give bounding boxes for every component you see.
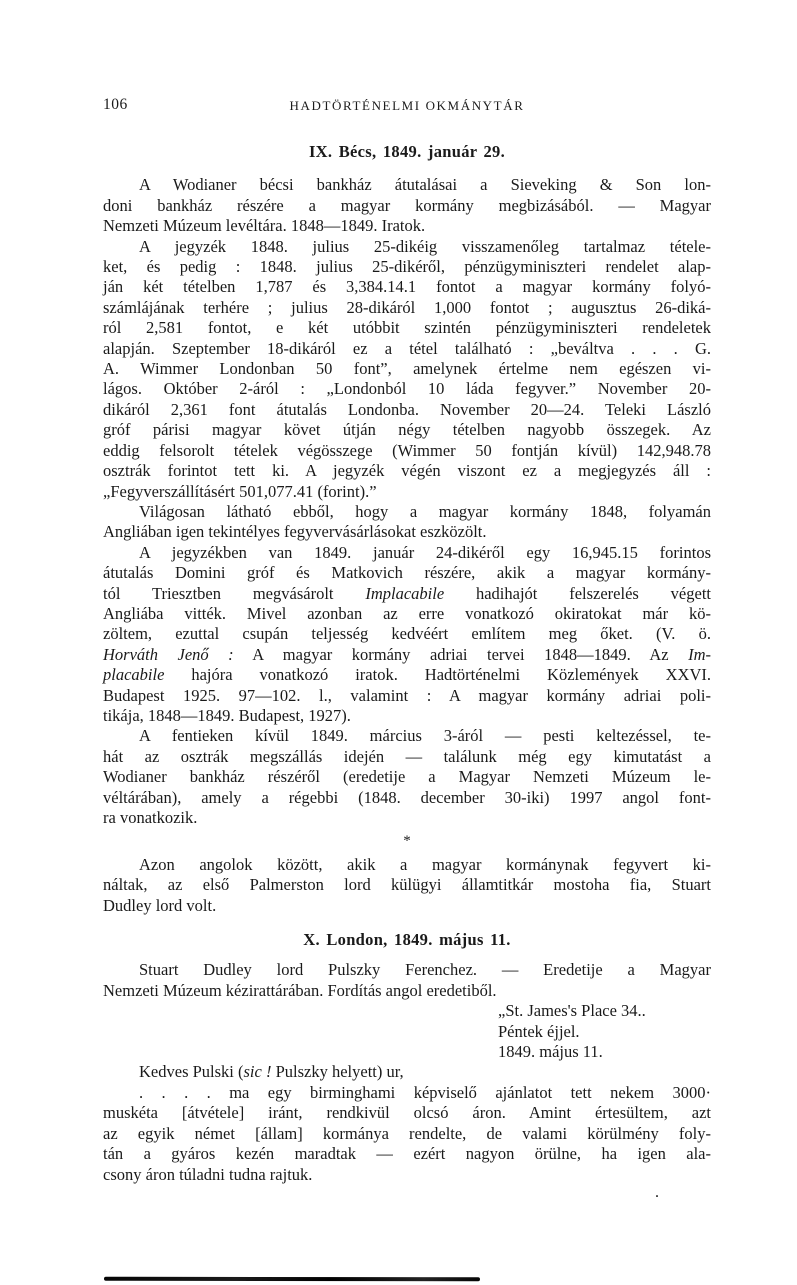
text-line: A Wodianer bécsi bankház átutalásai a Sieveking & Son lon- bbox=[139, 175, 711, 195]
text-line: Dudley lord volt. bbox=[103, 895, 217, 915]
letterhead-line: „St. James's Place 34.. bbox=[498, 1001, 646, 1021]
section-heading: IX. Bécs, 1849. január 29. bbox=[308, 142, 506, 161]
text-line: tán a gyáros kezén maradtak — ezért nagyon örülne, ha igen ala- bbox=[103, 1144, 711, 1164]
text-line: Stuart Dudley lord Pulszky Ferenchez. — Eredetije a Magyar bbox=[139, 960, 711, 980]
text-line: Kedves Pulski (sic ! Pulszky helyett) ur, bbox=[139, 1062, 404, 1082]
text-line: muskéta [átvétele] iránt, rendkivül olcsó áron. Amint értesültem, azt bbox=[103, 1103, 711, 1123]
text-line: Wodianer bankház részéről (eredetije a Magyar Nemzeti Múzeum le- bbox=[103, 767, 711, 787]
text-line: ket, és pedig : 1848. julius 25-dikéről, pénzügyminiszteri rendelet alap- bbox=[103, 257, 711, 277]
text-line: zöltem, ezuttal csupán teljesség kedvéért említem meg őket. (V. ö. bbox=[103, 624, 711, 644]
text-line: tól Triesztben megvásárolt Implacabile hadihajót felszerelés végett bbox=[103, 583, 711, 603]
page-number: 106 bbox=[103, 96, 128, 113]
letterhead-line: 1849. május 11. bbox=[498, 1042, 603, 1062]
page-body bbox=[103, 142, 711, 1185]
text-line: tikája, 1848—1849. Budapest, 1927). bbox=[103, 705, 351, 725]
scan-streak-artifact bbox=[104, 1277, 480, 1282]
text-line: Angliába vitték. Mivel azonban az erre vonatkozó okiratokat már kö- bbox=[103, 603, 711, 623]
text-line: A jegyzékben van 1849. január 24-dikéről egy 16,945.15 forintos bbox=[139, 542, 711, 562]
text-line: Nemzeti Múzeum kézirattárában. Fordítás angol eredetiből. bbox=[103, 980, 497, 1000]
running-title: HADTÖRTÉNELMI OKMÁNYTÁR bbox=[289, 98, 525, 113]
text-line: hát az osztrák megszállás idején — találunk még egy kimutatást a bbox=[103, 746, 711, 766]
text-line: náltak, az első Palmerston lord külügyi államtitkár mostoha fia, Stuart bbox=[103, 875, 711, 895]
text-line: Világosan látható ebből, hogy a magyar kormány 1848, folyamán bbox=[139, 501, 711, 521]
text-line: véltárában), amely a régebbi (1848. december 30-iki) 1997 angol font- bbox=[103, 787, 711, 807]
text-line: doni bankház részére a magyar kormány megbizásából. — Magyar bbox=[103, 195, 711, 215]
text-line: Angliában igen tekintélyes fegyvervásárlásokat eszközölt. bbox=[103, 522, 487, 542]
text-line: eddig felsorolt tételek végösszege (Wimmer 50 fontján kívül) 142,948.78 bbox=[103, 440, 711, 460]
text-line: Horváth Jenő : A magyar kormány adriai tervei 1848—1849. Az Im- bbox=[103, 644, 711, 664]
text-line: számlájának terhére ; julius 28-dikáról 1,000 fontot ; augusztus 26-diká- bbox=[103, 297, 711, 317]
text-line: az egyik német [állam] kormánya rendelte, de valami körülmény foly- bbox=[103, 1123, 711, 1143]
letterhead-line: Péntek éjjel. bbox=[498, 1021, 580, 1041]
text-line: placabile hajóra vonatkozó iratok. Hadtörténelmi Közlemények XXVI. bbox=[103, 665, 711, 685]
stray-dot-artifact: . bbox=[655, 1184, 659, 1201]
section-heading: X. London, 1849. május 11. bbox=[303, 930, 511, 950]
text-line: gróf párisi magyar követ útján négy tételben nagyobb összegek. Az bbox=[103, 420, 711, 440]
text-line: Budapest 1925. 97—102. l., valamint : A magyar kormány adriai poli- bbox=[103, 685, 711, 705]
text-line: „Fegyverszállításért 501,077.41 (forint).” bbox=[103, 481, 377, 501]
text-line: csony áron túladni tudna rajtuk. bbox=[103, 1164, 313, 1184]
text-line: dikáról 2,361 font átutalás Londonba. November 20—24. Teleki László bbox=[103, 399, 711, 419]
text-line: . . . . ma egy birminghami képviselő ajánlatot tett nekem 3000· bbox=[139, 1082, 711, 1102]
text-line: A. Wimmer Londonban 50 font”, amelynek értelme nem egészen vi- bbox=[103, 359, 711, 379]
separator-asterisk: * bbox=[403, 833, 411, 850]
text-line: Nemzeti Múzeum levéltára. 1848—1849. Iratok. bbox=[103, 216, 426, 236]
text-line: Azon angolok között, akik a magyar kormánynak fegyvert ki- bbox=[139, 854, 711, 874]
page-header bbox=[103, 0, 711, 116]
text-line: osztrák forintot tett ki. A jegyzék végén viszont ez a megjegyzés áll : bbox=[103, 461, 711, 481]
text-line: lágos. Október 2-áról : „Londonból 10 láda fegyver.” November 20- bbox=[103, 379, 711, 399]
text-line: átutalás Domini gróf és Matkovich részére, akik a magyar kormány- bbox=[103, 563, 711, 583]
text-line: A fentieken kívül 1849. március 3-áról — pesti keltezéssel, te- bbox=[139, 726, 711, 746]
text-line: alapján. Szeptember 18-dikáról ez a tétel található : „beváltva . . . G. bbox=[103, 338, 711, 358]
text-line: ján két tételben 1,787 és 3,384.14.1 fontot a magyar kormány folyó- bbox=[103, 277, 711, 297]
text-line: A jegyzék 1848. julius 25-dikéig visszamenőleg tartalmaz tétele- bbox=[139, 236, 711, 256]
text-line: ra vonatkozik. bbox=[103, 808, 198, 827]
text-line: ról 2,581 fontot, e két utóbbit szintén pénzügyminiszteri rendeletek bbox=[103, 318, 711, 338]
